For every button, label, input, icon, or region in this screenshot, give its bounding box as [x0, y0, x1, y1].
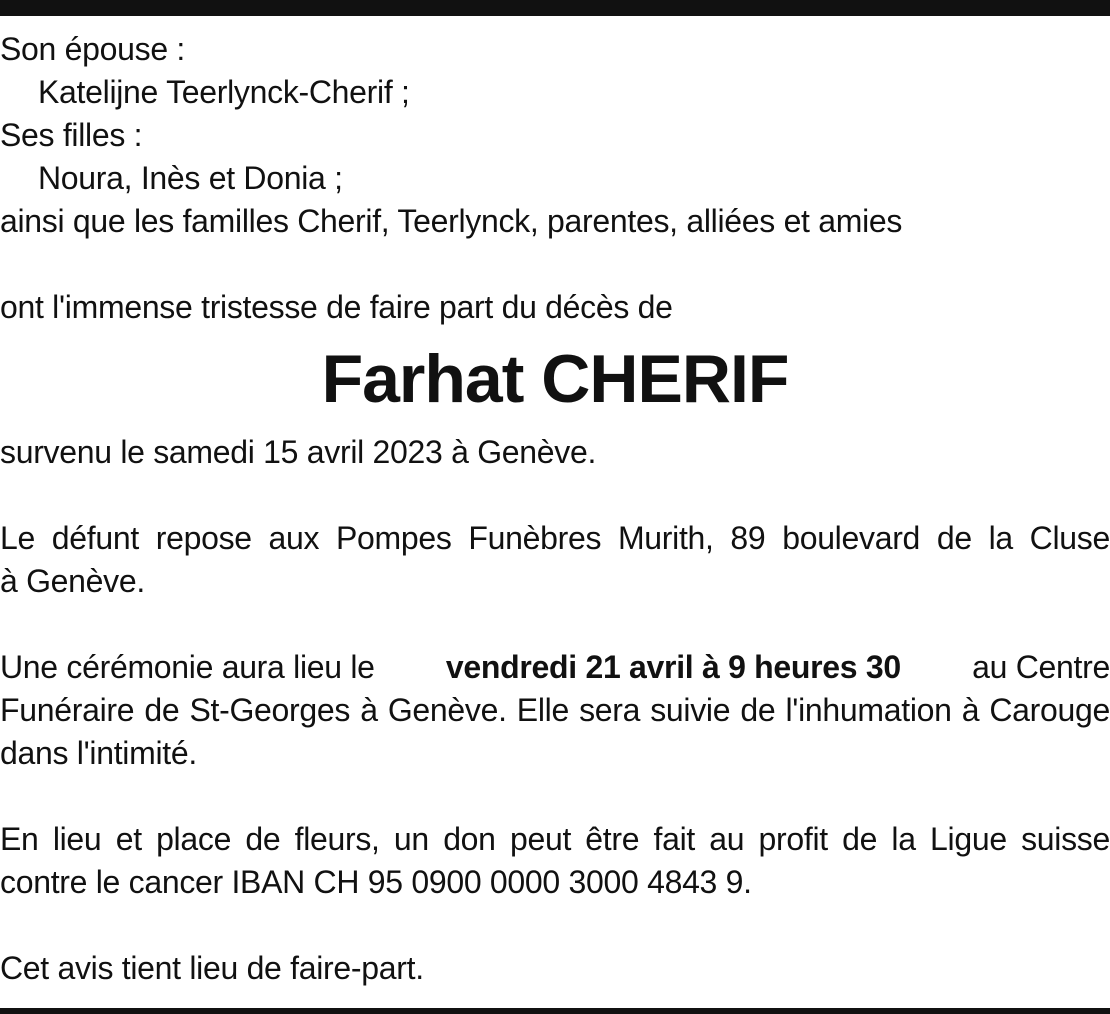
deceased-name: Farhat CHERIF [321, 341, 789, 417]
repose-line-1: Le défunt repose aux Pompes Funèbres Murith, 89 boulevard de la Cluse [0, 520, 1110, 556]
spacer [0, 243, 1110, 286]
spacer [0, 603, 1110, 646]
announcement-line: ont l'immense tristesse de faire part du décès de [0, 289, 673, 325]
families-line: ainsi que les familles Cherif, Teerlynck, parentes, alliées et amies [0, 203, 903, 239]
daughters-names: Noura, Inès et Donia ; [38, 160, 343, 196]
top-border-rule [0, 0, 1110, 16]
ceremony-date: vendredi 21 avril à 9 heures 30 [445, 649, 901, 685]
bottom-border-rule [0, 1008, 1110, 1014]
closing-line: Cet avis tient lieu de faire-part. [0, 950, 424, 986]
ceremony-line-2: Funéraire de St-Georges à Genève. Elle sera suivie de l'inhumation à Carouge [0, 692, 1110, 728]
spacer [0, 904, 1110, 947]
ceremony-intro: Une cérémonie aura lieu le [0, 649, 375, 685]
repose-line-2: à Genève. [0, 563, 145, 599]
death-info: survenu le samedi 15 avril 2023 à Genève. [0, 434, 597, 470]
death-notice [0, 28, 1110, 990]
spouse-label: Son épouse : [0, 31, 185, 67]
ceremony-line-3: dans l'intimité. [0, 735, 197, 771]
ceremony-line-1 [0, 646, 1110, 689]
ceremony-after: au Centre [972, 649, 1110, 685]
donation-line-1: En lieu et place de fleurs, un don peut être fait au profit de la Ligue suisse [0, 821, 1110, 857]
donation-line-2: contre le cancer IBAN CH 95 0900 0000 3000 4843 9. [0, 864, 752, 900]
daughters-label: Ses filles : [0, 117, 143, 153]
spacer [0, 775, 1110, 818]
spacer [0, 474, 1110, 517]
spouse-name: Katelijne Teerlynck-Cherif ; [38, 74, 410, 110]
